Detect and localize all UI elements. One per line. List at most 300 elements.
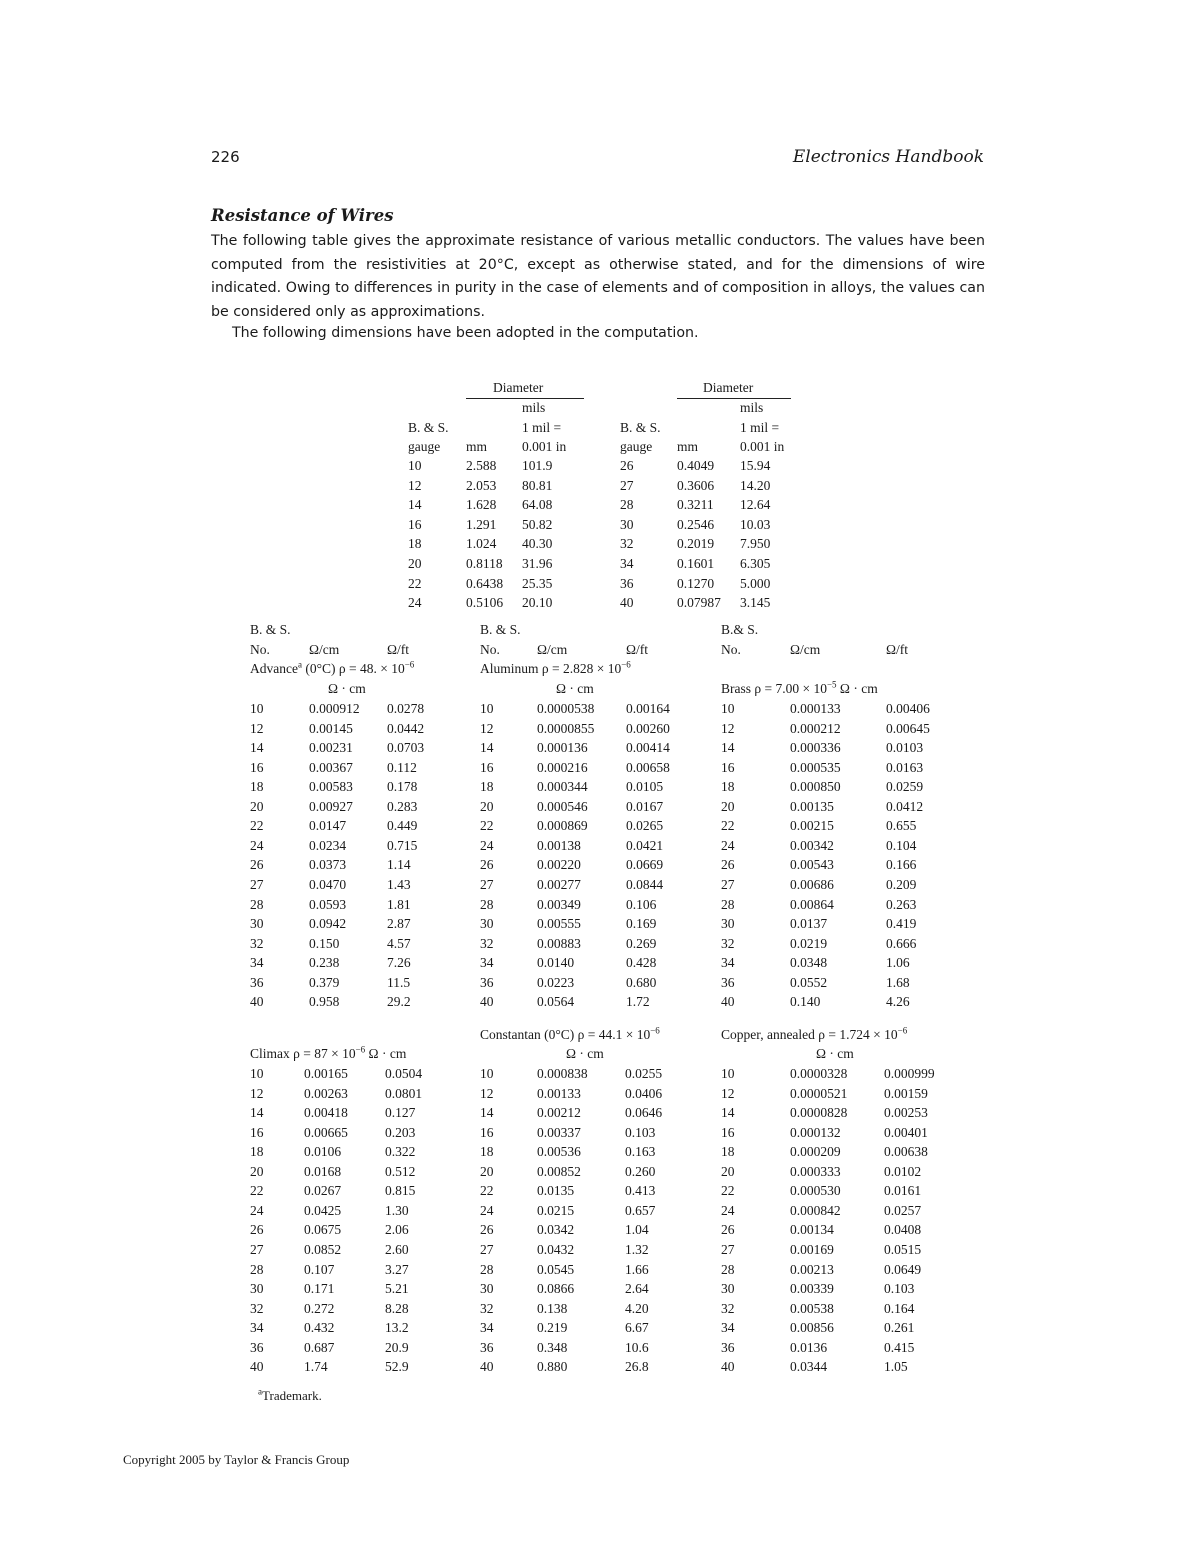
no-header-brass: No. bbox=[721, 642, 741, 657]
data-ohm-ft-cell: 4.20 bbox=[625, 1300, 649, 1316]
data-no-cell: 10 bbox=[480, 1066, 494, 1081]
data-ohm-ft-cell: 1.72 bbox=[626, 994, 650, 1010]
data-ohm-ft-cell: 0.209 bbox=[886, 876, 917, 892]
material-copper: Copper, annealed $\rho = 1.724 \times 10^{-6}$ bbox=[721, 1025, 908, 1042]
data-no-cell: 26 bbox=[480, 857, 494, 873]
data-ohm-ft-cell: 0.0103 bbox=[886, 740, 924, 756]
data-ohm-cm-cell: 0.219 bbox=[537, 1320, 568, 1336]
data-ohm-ft-cell: 0.103 bbox=[625, 1124, 656, 1140]
data-no-cell: 24 bbox=[721, 1202, 735, 1218]
dim-mils-cell: 31.96 bbox=[522, 556, 553, 571]
dim-mils-cell: 12.64 bbox=[740, 497, 771, 513]
data-ohm-cm-cell: 0.0106 bbox=[304, 1144, 342, 1160]
unit-copper: Ω · cm bbox=[816, 1046, 854, 1061]
dim-mm-cell: 0.3606 bbox=[677, 477, 715, 493]
bs-header-aluminum: B. & S. bbox=[480, 622, 521, 637]
data-ohm-cm-cell: 0.348 bbox=[537, 1339, 568, 1355]
dim-mm-cell: 0.3211 bbox=[677, 497, 714, 513]
data-ohm-cm-cell: 0.000535 bbox=[790, 759, 841, 775]
dim-mils-cell: 15.94 bbox=[740, 458, 771, 473]
data-ohm-cm-cell: 0.000209 bbox=[790, 1144, 841, 1160]
data-ohm-ft-cell: 1.68 bbox=[886, 974, 910, 990]
data-ohm-ft-cell: 0.512 bbox=[385, 1163, 416, 1179]
gauge-header-right: gauge bbox=[620, 439, 653, 454]
intro-paragraph: The following table gives the approximate resistance of various metallic conductors. The values have been computed from the resistivities at 20°C, except as otherwise stated, and for the dimensions of wire indicated. Owing to differences in purity in the case of elements and of composition in alloys, the values can be considered only as approximations. bbox=[211, 233, 985, 320]
data-no-cell: 40 bbox=[250, 1359, 264, 1375]
data-ohm-ft-cell: 0.657 bbox=[625, 1202, 656, 1218]
data-ohm-cm-cell: 0.000838 bbox=[537, 1066, 588, 1081]
data-ohm-ft-cell: 0.000999 bbox=[884, 1066, 935, 1081]
data-ohm-ft-cell: 0.655 bbox=[886, 818, 917, 834]
data-no-cell: 27 bbox=[250, 876, 264, 892]
data-no-cell: 30 bbox=[721, 1281, 735, 1297]
data-ohm-cm-cell: 0.140 bbox=[790, 994, 821, 1010]
data-ohm-ft-cell: 2.87 bbox=[387, 916, 411, 932]
data-no-cell: 27 bbox=[480, 1241, 494, 1257]
data-ohm-cm-cell: 0.00212 bbox=[537, 1105, 581, 1121]
data-ohm-cm-cell: 0.00927 bbox=[309, 798, 353, 814]
data-no-cell: 18 bbox=[721, 1144, 735, 1160]
data-ohm-cm-cell: 0.0136 bbox=[790, 1339, 828, 1355]
bs-header-advance: B. & S. bbox=[250, 622, 291, 637]
data-ohm-cm-cell: 0.00339 bbox=[790, 1281, 834, 1297]
data-no-cell: 28 bbox=[480, 1261, 494, 1277]
data-ohm-ft-cell: 0.163 bbox=[625, 1144, 656, 1160]
data-ohm-ft-cell: 0.103 bbox=[884, 1281, 915, 1297]
data-no-cell: 10 bbox=[721, 701, 735, 716]
no-header-advance: No. bbox=[250, 642, 270, 657]
footnote-text: Trademark. bbox=[262, 1388, 322, 1403]
data-ohm-ft-cell: 0.0257 bbox=[884, 1202, 922, 1218]
dim-mils-cell: 50.82 bbox=[522, 516, 553, 532]
data-ohm-cm-cell: 0.00337 bbox=[537, 1124, 581, 1140]
data-ohm-ft-cell: 0.322 bbox=[385, 1144, 416, 1160]
data-ohm-ft-cell: 0.00406 bbox=[886, 701, 930, 716]
data-ohm-cm-cell: 0.000530 bbox=[790, 1183, 841, 1199]
data-no-cell: 22 bbox=[721, 818, 735, 834]
data-ohm-cm-cell: 0.0219 bbox=[790, 935, 828, 951]
dim-mils-cell: 10.03 bbox=[740, 516, 771, 532]
data-no-cell: 36 bbox=[721, 974, 735, 990]
unit-constantan: Ω · cm bbox=[566, 1046, 604, 1061]
data-ohm-cm-cell: 0.000333 bbox=[790, 1163, 841, 1179]
data-ohm-ft-cell: 0.269 bbox=[626, 935, 657, 951]
data-ohm-cm-cell: 0.00536 bbox=[537, 1144, 581, 1160]
dim-mils-cell: 20.10 bbox=[522, 595, 553, 611]
dim-mils-cell: 5.000 bbox=[740, 575, 771, 591]
data-ohm-cm-cell: 0.000212 bbox=[790, 720, 841, 736]
data-ohm-cm-cell: 0.0470 bbox=[309, 876, 347, 892]
data-ohm-ft-cell: 0.0278 bbox=[387, 701, 425, 716]
data-ohm-cm-cell: 0.00134 bbox=[790, 1222, 834, 1238]
data-no-cell: 18 bbox=[250, 779, 264, 795]
data-ohm-cm-cell: 0.0852 bbox=[304, 1241, 342, 1257]
data-ohm-ft-cell: 0.0801 bbox=[385, 1085, 423, 1101]
data-ohm-ft-cell: 11.5 bbox=[387, 974, 411, 990]
data-ohm-ft-cell: 6.67 bbox=[625, 1320, 649, 1336]
data-ohm-cm-cell: 0.000869 bbox=[537, 818, 588, 834]
data-ohm-cm-cell: 0.0342 bbox=[537, 1222, 575, 1238]
data-no-cell: 22 bbox=[480, 1183, 494, 1199]
ohm-cm-header-advance: Ω/cm bbox=[309, 642, 340, 657]
data-no-cell: 12 bbox=[480, 720, 494, 736]
dim-mm-cell: 0.5106 bbox=[466, 595, 504, 611]
data-no-cell: 22 bbox=[250, 818, 264, 834]
dim-gauge-cell: 28 bbox=[620, 497, 634, 513]
dim-mm-cell: 0.1270 bbox=[677, 575, 715, 591]
data-no-cell: 22 bbox=[250, 1183, 264, 1199]
mil-equiv-header-left: 1 mil = bbox=[522, 420, 562, 435]
data-ohm-ft-cell: 3.27 bbox=[385, 1261, 409, 1277]
dim-mils-cell: 7.950 bbox=[740, 536, 771, 552]
ohm-ft-header-aluminum: Ω/ft bbox=[626, 642, 649, 657]
data-ohm-cm-cell: 0.150 bbox=[309, 935, 340, 951]
dim-mm-cell: 0.6438 bbox=[466, 575, 504, 591]
dimensions-intro: The following dimensions have been adopted in the computation. bbox=[232, 325, 699, 341]
data-no-cell: 14 bbox=[480, 740, 494, 756]
data-ohm-ft-cell: 0.0844 bbox=[626, 876, 664, 892]
data-no-cell: 30 bbox=[721, 916, 735, 932]
data-no-cell: 27 bbox=[721, 1241, 735, 1257]
data-ohm-ft-cell: 0.0703 bbox=[387, 740, 425, 756]
data-ohm-cm-cell: 0.0140 bbox=[537, 955, 575, 971]
data-no-cell: 28 bbox=[250, 1261, 264, 1277]
dim-gauge-cell: 12 bbox=[408, 477, 422, 493]
data-ohm-cm-cell: 0.0348 bbox=[790, 955, 828, 971]
data-no-cell: 12 bbox=[721, 1085, 735, 1101]
data-ohm-ft-cell: 0.666 bbox=[886, 935, 917, 951]
data-ohm-ft-cell: 2.64 bbox=[625, 1281, 649, 1297]
dim-mm-cell: 0.4049 bbox=[677, 458, 715, 473]
data-ohm-ft-cell: 1.81 bbox=[387, 896, 411, 912]
data-ohm-ft-cell: 0.169 bbox=[626, 916, 657, 932]
data-ohm-ft-cell: 20.9 bbox=[385, 1339, 409, 1355]
ohm-ft-header-brass: Ω/ft bbox=[886, 642, 909, 657]
data-ohm-ft-cell: 0.261 bbox=[884, 1320, 915, 1336]
data-no-cell: 12 bbox=[250, 720, 264, 736]
data-ohm-cm-cell: 0.0675 bbox=[304, 1222, 342, 1238]
data-ohm-cm-cell: 0.00145 bbox=[309, 720, 353, 736]
material-brass: Brass $\rho = 7.00 \times 10^{-5}$ Ω · cm bbox=[721, 679, 878, 696]
section-title: Resistance of Wires bbox=[211, 206, 394, 225]
bs-header-left: B. & S. bbox=[408, 420, 449, 435]
dim-gauge-cell: 34 bbox=[620, 556, 634, 571]
data-ohm-ft-cell: 0.0504 bbox=[385, 1066, 423, 1081]
data-ohm-cm-cell: 0.880 bbox=[537, 1359, 568, 1375]
data-no-cell: 18 bbox=[721, 779, 735, 795]
data-no-cell: 30 bbox=[480, 916, 494, 932]
data-ohm-cm-cell: 0.958 bbox=[309, 994, 340, 1010]
data-ohm-ft-cell: 0.00260 bbox=[626, 720, 670, 736]
data-ohm-cm-cell: 0.0593 bbox=[309, 896, 347, 912]
dim-gauge-cell: 36 bbox=[620, 575, 634, 591]
data-no-cell: 34 bbox=[480, 955, 494, 971]
data-no-cell: 32 bbox=[721, 1300, 735, 1316]
data-ohm-ft-cell: 5.21 bbox=[385, 1281, 409, 1297]
data-ohm-cm-cell: 0.00138 bbox=[537, 837, 581, 853]
dim-gauge-cell: 18 bbox=[408, 536, 422, 552]
data-no-cell: 30 bbox=[480, 1281, 494, 1297]
data-no-cell: 34 bbox=[721, 1320, 735, 1336]
data-ohm-ft-cell: 0.0669 bbox=[626, 857, 664, 873]
dim-gauge-cell: 20 bbox=[408, 556, 422, 571]
data-ohm-cm-cell: 0.00165 bbox=[304, 1066, 348, 1081]
dim-gauge-cell: 32 bbox=[620, 536, 634, 552]
dim-mm-cell: 2.588 bbox=[466, 458, 497, 473]
data-no-cell: 16 bbox=[480, 1124, 494, 1140]
data-ohm-ft-cell: 1.66 bbox=[625, 1261, 649, 1277]
material-constantan: Constantan (0°C) $\rho = 44.1 \times 10^{-6}$ bbox=[480, 1025, 660, 1042]
no-header-aluminum: No. bbox=[480, 642, 500, 657]
data-no-cell: 26 bbox=[721, 1222, 735, 1238]
data-no-cell: 12 bbox=[721, 720, 735, 736]
data-ohm-ft-cell: 0.815 bbox=[385, 1183, 416, 1199]
page-number: 226 bbox=[211, 148, 240, 166]
data-ohm-ft-cell: 0.203 bbox=[385, 1124, 416, 1140]
data-ohm-cm-cell: 0.00883 bbox=[537, 935, 581, 951]
data-ohm-ft-cell: 0.112 bbox=[387, 759, 417, 775]
data-no-cell: 16 bbox=[721, 759, 735, 775]
unit-advance: Ω · cm bbox=[328, 681, 366, 696]
data-no-cell: 24 bbox=[480, 837, 494, 853]
data-ohm-cm-cell: 0.00342 bbox=[790, 837, 834, 853]
data-ohm-cm-cell: 0.000216 bbox=[537, 759, 588, 775]
data-no-cell: 16 bbox=[721, 1124, 735, 1140]
data-no-cell: 14 bbox=[480, 1105, 494, 1121]
dim-mm-cell: 1.024 bbox=[466, 536, 497, 552]
data-no-cell: 16 bbox=[480, 759, 494, 775]
data-ohm-ft-cell: 4.26 bbox=[886, 994, 910, 1010]
data-ohm-cm-cell: 0.0234 bbox=[309, 837, 347, 853]
data-ohm-cm-cell: 0.0425 bbox=[304, 1202, 342, 1218]
data-no-cell: 10 bbox=[250, 701, 264, 716]
data-no-cell: 14 bbox=[250, 1105, 264, 1121]
dim-mm-cell: 1.628 bbox=[466, 497, 497, 513]
ohm-cm-header-aluminum: Ω/cm bbox=[537, 642, 568, 657]
data-ohm-cm-cell: 0.00543 bbox=[790, 857, 834, 873]
unit-aluminum: Ω · cm bbox=[556, 681, 594, 696]
data-ohm-cm-cell: 0.00555 bbox=[537, 916, 581, 932]
data-ohm-ft-cell: 1.06 bbox=[886, 955, 910, 971]
data-ohm-ft-cell: 0.00658 bbox=[626, 759, 670, 775]
data-no-cell: 40 bbox=[721, 1359, 735, 1375]
data-no-cell: 20 bbox=[721, 798, 735, 814]
data-no-cell: 30 bbox=[250, 1281, 264, 1297]
data-no-cell: 34 bbox=[250, 955, 264, 971]
data-ohm-cm-cell: 1.74 bbox=[304, 1359, 328, 1375]
data-ohm-ft-cell: 0.0161 bbox=[884, 1183, 922, 1199]
data-ohm-ft-cell: 2.06 bbox=[385, 1222, 409, 1238]
data-no-cell: 10 bbox=[721, 1066, 735, 1081]
ohm-cm-header-brass: Ω/cm bbox=[790, 642, 821, 657]
data-ohm-ft-cell: 0.106 bbox=[626, 896, 657, 912]
data-ohm-ft-cell: 0.0265 bbox=[626, 818, 664, 834]
data-no-cell: 16 bbox=[250, 759, 264, 775]
mm-header-right: mm bbox=[677, 439, 699, 454]
data-ohm-ft-cell: 1.14 bbox=[387, 857, 411, 873]
dim-mm-cell: 0.07987 bbox=[677, 595, 721, 611]
data-ohm-cm-cell: 0.00133 bbox=[537, 1085, 581, 1101]
data-ohm-ft-cell: 52.9 bbox=[385, 1359, 409, 1375]
data-ohm-cm-cell: 0.000344 bbox=[537, 779, 588, 795]
data-no-cell: 32 bbox=[480, 935, 494, 951]
data-no-cell: 36 bbox=[721, 1339, 735, 1355]
data-no-cell: 32 bbox=[250, 935, 264, 951]
data-no-cell: 34 bbox=[721, 955, 735, 971]
diameter-rule-right bbox=[677, 398, 791, 399]
data-ohm-cm-cell: 0.0564 bbox=[537, 994, 575, 1010]
data-no-cell: 20 bbox=[250, 1163, 264, 1179]
data-ohm-ft-cell: 2.60 bbox=[385, 1241, 409, 1257]
data-ohm-ft-cell: 0.0259 bbox=[886, 779, 924, 795]
data-no-cell: 32 bbox=[250, 1300, 264, 1316]
data-no-cell: 24 bbox=[721, 837, 735, 853]
mm-header-left: mm bbox=[466, 439, 488, 454]
data-no-cell: 32 bbox=[721, 935, 735, 951]
data-ohm-cm-cell: 0.00277 bbox=[537, 876, 581, 892]
data-ohm-cm-cell: 0.0344 bbox=[790, 1359, 828, 1375]
data-ohm-ft-cell: 0.00253 bbox=[884, 1105, 928, 1121]
data-ohm-cm-cell: 0.0000855 bbox=[537, 720, 595, 736]
data-ohm-cm-cell: 0.0137 bbox=[790, 916, 828, 932]
data-ohm-cm-cell: 0.00583 bbox=[309, 779, 353, 795]
data-no-cell: 32 bbox=[480, 1300, 494, 1316]
data-no-cell: 18 bbox=[250, 1144, 264, 1160]
data-ohm-cm-cell: 0.0223 bbox=[537, 974, 575, 990]
data-ohm-ft-cell: 0.00164 bbox=[626, 701, 670, 716]
data-ohm-cm-cell: 0.432 bbox=[304, 1320, 335, 1336]
copyright-notice: Copyright 2005 by Taylor & Francis Group bbox=[123, 1452, 350, 1467]
dim-mils-cell: 40.30 bbox=[522, 536, 553, 552]
data-ohm-cm-cell: 0.0552 bbox=[790, 974, 828, 990]
data-ohm-ft-cell: 26.8 bbox=[625, 1359, 649, 1375]
dim-mm-cell: 0.2546 bbox=[677, 516, 715, 532]
data-no-cell: 28 bbox=[721, 896, 735, 912]
data-no-cell: 40 bbox=[250, 994, 264, 1010]
data-ohm-ft-cell: 0.127 bbox=[385, 1105, 416, 1121]
data-ohm-cm-cell: 0.00263 bbox=[304, 1085, 348, 1101]
bs-header-brass: B.& S. bbox=[721, 622, 759, 637]
data-ohm-ft-cell: 0.0412 bbox=[886, 798, 924, 814]
data-ohm-cm-cell: 0.0866 bbox=[537, 1281, 575, 1297]
data-ohm-cm-cell: 0.00856 bbox=[790, 1320, 834, 1336]
data-ohm-ft-cell: 13.2 bbox=[385, 1320, 409, 1336]
data-ohm-cm-cell: 0.00231 bbox=[309, 740, 353, 756]
mils-header-right: mils bbox=[740, 400, 764, 415]
data-no-cell: 10 bbox=[480, 701, 494, 716]
data-ohm-cm-cell: 0.000546 bbox=[537, 798, 588, 814]
footnote-marker: a bbox=[258, 1386, 262, 1397]
data-ohm-ft-cell: 0.0163 bbox=[886, 759, 924, 775]
data-ohm-ft-cell: 0.260 bbox=[625, 1163, 656, 1179]
data-ohm-cm-cell: 0.272 bbox=[304, 1300, 335, 1316]
data-ohm-ft-cell: 0.415 bbox=[884, 1339, 915, 1355]
data-no-cell: 40 bbox=[480, 994, 494, 1010]
data-ohm-ft-cell: 0.0406 bbox=[625, 1085, 663, 1101]
data-ohm-cm-cell: 0.00686 bbox=[790, 876, 834, 892]
data-no-cell: 28 bbox=[480, 896, 494, 912]
dim-gauge-cell: 10 bbox=[408, 458, 422, 473]
dim-gauge-cell: 14 bbox=[408, 497, 422, 513]
dim-gauge-cell: 40 bbox=[620, 595, 634, 611]
data-ohm-ft-cell: 0.0646 bbox=[625, 1105, 663, 1121]
data-ohm-ft-cell: 0.00401 bbox=[884, 1124, 928, 1140]
data-no-cell: 36 bbox=[480, 1339, 494, 1355]
dim-mils-cell: 3.145 bbox=[740, 595, 771, 611]
data-ohm-ft-cell: 0.283 bbox=[387, 798, 418, 814]
data-ohm-cm-cell: 0.107 bbox=[304, 1261, 335, 1277]
data-ohm-ft-cell: 1.32 bbox=[625, 1241, 649, 1257]
data-ohm-ft-cell: 10.6 bbox=[625, 1339, 649, 1355]
data-ohm-cm-cell: 0.00215 bbox=[790, 818, 834, 834]
data-ohm-cm-cell: 0.000842 bbox=[790, 1202, 841, 1218]
data-ohm-ft-cell: 0.0442 bbox=[387, 720, 425, 736]
data-no-cell: 40 bbox=[480, 1359, 494, 1375]
data-ohm-ft-cell: 0.0255 bbox=[625, 1066, 663, 1081]
data-ohm-cm-cell: 0.00367 bbox=[309, 759, 353, 775]
data-ohm-cm-cell: 0.00538 bbox=[790, 1300, 834, 1316]
dim-mm-cell: 1.291 bbox=[466, 516, 497, 532]
dim-mils-cell: 14.20 bbox=[740, 477, 771, 493]
data-ohm-cm-cell: 0.171 bbox=[304, 1281, 335, 1297]
data-ohm-cm-cell: 0.00852 bbox=[537, 1163, 581, 1179]
data-no-cell: 14 bbox=[721, 1105, 735, 1121]
data-ohm-ft-cell: 4.57 bbox=[387, 935, 411, 951]
data-ohm-ft-cell: 0.00645 bbox=[886, 720, 930, 736]
dim-mils-cell: 25.35 bbox=[522, 575, 553, 591]
gauge-header-left: gauge bbox=[408, 439, 441, 454]
data-no-cell: 16 bbox=[250, 1124, 264, 1140]
data-ohm-ft-cell: 1.43 bbox=[387, 876, 411, 892]
data-no-cell: 18 bbox=[480, 1144, 494, 1160]
dim-mils-cell: 101.9 bbox=[522, 458, 553, 473]
data-ohm-cm-cell: 0.0373 bbox=[309, 857, 347, 873]
data-ohm-cm-cell: 0.0168 bbox=[304, 1163, 342, 1179]
data-no-cell: 30 bbox=[250, 916, 264, 932]
data-ohm-cm-cell: 0.00349 bbox=[537, 896, 581, 912]
data-ohm-ft-cell: 7.26 bbox=[387, 955, 411, 971]
dim-mils-cell: 80.81 bbox=[522, 477, 553, 493]
data-ohm-cm-cell: 0.138 bbox=[537, 1300, 568, 1316]
data-ohm-cm-cell: 0.379 bbox=[309, 974, 340, 990]
data-ohm-cm-cell: 0.0135 bbox=[537, 1183, 575, 1199]
data-ohm-ft-cell: 0.0105 bbox=[626, 779, 664, 795]
data-no-cell: 24 bbox=[250, 837, 264, 853]
data-ohm-ft-cell: 0.104 bbox=[886, 837, 917, 853]
data-no-cell: 20 bbox=[480, 798, 494, 814]
data-no-cell: 20 bbox=[250, 798, 264, 814]
data-no-cell: 26 bbox=[250, 857, 264, 873]
data-ohm-cm-cell: 0.0942 bbox=[309, 916, 347, 932]
data-no-cell: 34 bbox=[480, 1320, 494, 1336]
data-ohm-cm-cell: 0.0267 bbox=[304, 1183, 342, 1199]
dim-mm-cell: 0.1601 bbox=[677, 556, 715, 571]
data-no-cell: 22 bbox=[721, 1183, 735, 1199]
dim-gauge-cell: 26 bbox=[620, 458, 634, 473]
data-no-cell: 24 bbox=[250, 1202, 264, 1218]
data-ohm-cm-cell: 0.0000328 bbox=[790, 1066, 848, 1081]
data-no-cell: 36 bbox=[250, 1339, 264, 1355]
data-ohm-cm-cell: 0.00665 bbox=[304, 1124, 348, 1140]
material-advance: Advance$^a$ (0°C) ρ = 48. × $10^{-6}$ bbox=[250, 659, 415, 676]
running-header-title: Electronics Handbook bbox=[792, 147, 984, 167]
dim-gauge-cell: 24 bbox=[408, 595, 422, 611]
data-no-cell: 12 bbox=[250, 1085, 264, 1101]
dim-gauge-cell: 16 bbox=[408, 516, 422, 532]
data-no-cell: 26 bbox=[721, 857, 735, 873]
data-no-cell: 34 bbox=[250, 1320, 264, 1336]
data-no-cell: 36 bbox=[250, 974, 264, 990]
